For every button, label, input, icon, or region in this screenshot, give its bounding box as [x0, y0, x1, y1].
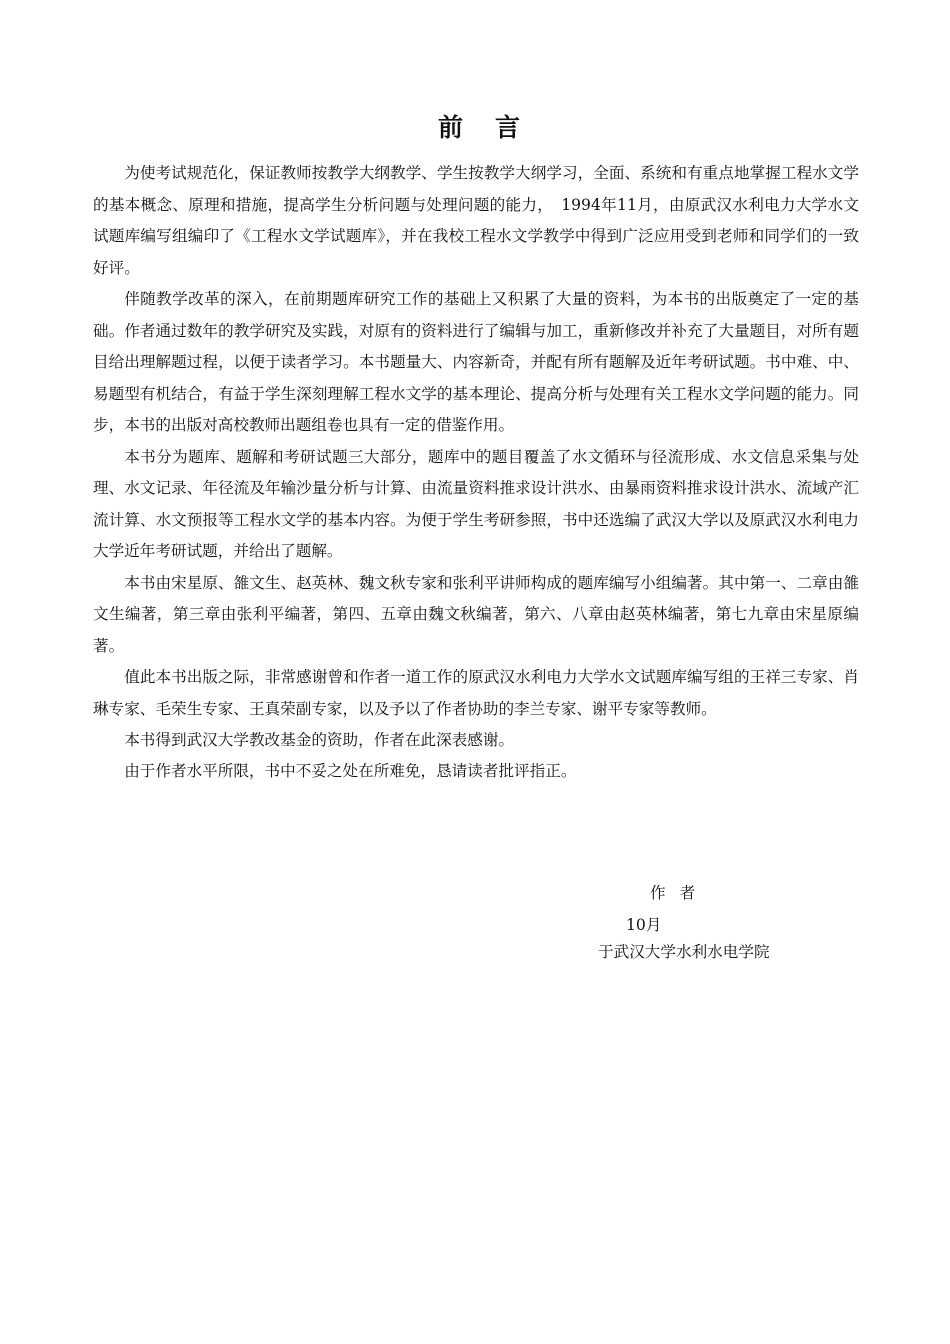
paragraph-5: 值此本书出版之际，非常感谢曾和作者一道工作的原武汉水利电力大学水文试题库编写组的王祥三专家、肖琳专家、毛荣生专家、王真荣副专家，以及予以了作者协助的李兰专家、谢平专家等教师。 [93, 668, 859, 718]
paragraph-2: 伴随教学改革的深入，在前期题库研究工作的基础上又积累了大量的资料，为本书的出版奠定了一定的基础。作者通过数年的教学研究及实践，对原有的资料进行了编辑与加工，重新修改并补充了大量题目，对所有题目给出理解题过程，以便于读者学习。本书题量大、内容新奇，并配有所有题解及近年考研试题。书中难、中、易题型有机结合，有益于学生深刻理解工程水文学的基本理论、提高分析与处理有关工程水文学问题的能力。同步，本书的出版对高校教师出题组卷也具有一定的借鉴作用。 [93, 290, 859, 434]
paragraph-3: 本书分为题库、题解和考研试题三大部分，题库中的题目覆盖了水文循环与径流形成、水文信息采集与处理、水文记录、年径流及年输沙量分析与计算、由流量资料推求设计洪水、由暴雨资料推求设计洪水、流域产汇流计算、水文预报等工程水文学的基本内容。为便于学生考研参照，书中还选编了武汉大学以及原武汉水利电力大学近年考研试题，并给出了题解。 [93, 447, 859, 560]
signature-place: 于武汉大学水利水电学院 [598, 943, 770, 961]
signature-author: 作者 [650, 884, 710, 902]
paragraph-1: 为使考试规范化，保证教师按教学大纲教学、学生按教学大纲学习，全面、系统和有重点地掌握工程水文学的基本概念、原理和措施，提高学生分析问题与处理问题的能力， 1994年11月，由原武汉水利电力大学水文试题库编写组编印了《工程水文学试题库》，并在我校工程水文学教学中得到广泛应用受到老师和同学们的一致好评。 [93, 164, 859, 277]
signature-date: 10月 [626, 916, 662, 934]
paragraph-4: 本书由宋星原、雒文生、赵英林、魏文秋专家和张利平讲师构成的题库编写小组编著。其中第一、二章由雒文生编著，第三章由张利平编著，第四、五章由魏文秋编著，第六、八章由赵英林编著，第七九章由宋星原编著。 [93, 573, 859, 655]
page-title: 前言 [437, 113, 552, 142]
paragraph-7: 由于作者水平所限，书中不妥之处在所难免，恳请读者批评指正。 [124, 762, 577, 780]
paragraph-6: 本书得到武汉大学教改基金的资助，作者在此深表感谢。 [124, 731, 515, 749]
preface-body [93, 158, 859, 787]
